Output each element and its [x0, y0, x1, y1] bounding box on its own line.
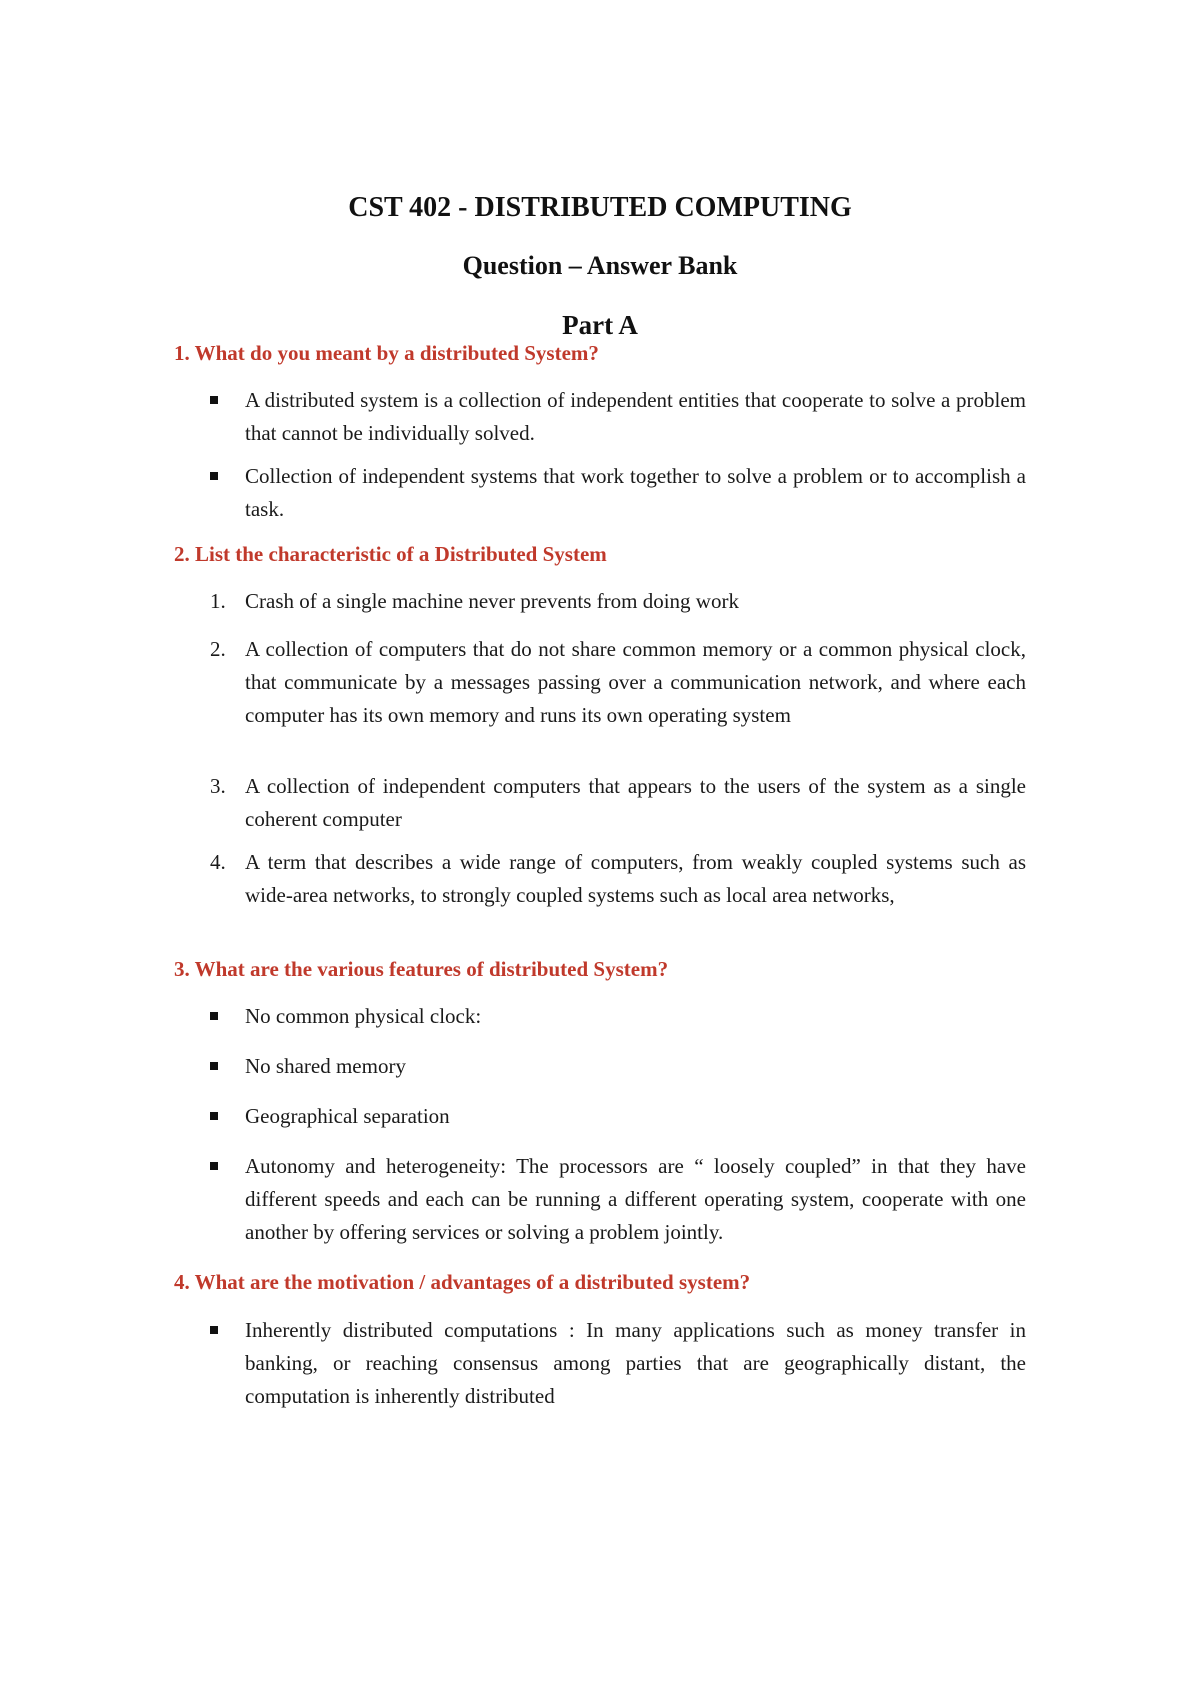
square-bullet-icon — [210, 472, 218, 480]
list-number: 2. — [210, 637, 226, 661]
course-title: CST 402 - DISTRIBUTED COMPUTING — [348, 192, 852, 223]
question-4-title: 4. What are the motivation / advantages of a distributed system? — [174, 1270, 751, 1294]
answer-item: No common physical clock: — [245, 1004, 482, 1028]
list-number: 3. — [210, 774, 226, 798]
square-bullet-icon — [210, 396, 218, 404]
question-3-title: 3. What are the various features of distributed System? — [174, 957, 669, 981]
answer-item: Autonomy and heterogeneity: The processors are “ loosely coupled” in that they have different speeds and each can be running a different operating system, cooperate with one another by offering services or solving a problem jointly. — [245, 1154, 1026, 1244]
answer-item: No shared memory — [245, 1054, 406, 1078]
question-2-title: 2. List the characteristic of a Distributed System — [174, 542, 607, 566]
answer-item: A collection of independent computers that appears to the users of the system as a single coherent computer — [245, 774, 1026, 831]
square-bullet-icon — [210, 1326, 218, 1334]
answer-item: Geographical separation — [245, 1104, 450, 1128]
answer-item: Inherently distributed computations : In many applications such as money transfer in banking, or reaching consensus among parties that are geographically distant, the computation is inherently distributed — [245, 1318, 1026, 1408]
answer-item: Crash of a single machine never prevents from doing work — [245, 589, 739, 613]
list-number: 4. — [210, 850, 226, 874]
document-subtitle: Question – Answer Bank — [462, 251, 738, 280]
square-bullet-icon — [210, 1062, 218, 1070]
square-bullet-icon — [210, 1112, 218, 1120]
answer-item: A term that describes a wide range of computers, from weakly coupled systems such as wide-area networks, to strongly coupled systems such as local area networks, — [245, 850, 1026, 907]
list-number: 1. — [210, 589, 226, 613]
answer-item: Collection of independent systems that work together to solve a problem or to accomplish a task. — [245, 464, 1026, 521]
question-1-title: 1. What do you meant by a distributed System? — [174, 341, 599, 365]
answer-item: A distributed system is a collection of independent entities that cooperate to solve a problem that cannot be individually solved. — [245, 388, 1026, 445]
part-heading: Part A — [562, 310, 638, 340]
answer-item: A collection of computers that do not share common memory or a common physical clock, that communicate by a messages passing over a communication network, and where each computer has its own memory and runs its own operating system — [245, 637, 1026, 727]
square-bullet-icon — [210, 1162, 218, 1170]
square-bullet-icon — [210, 1012, 218, 1020]
